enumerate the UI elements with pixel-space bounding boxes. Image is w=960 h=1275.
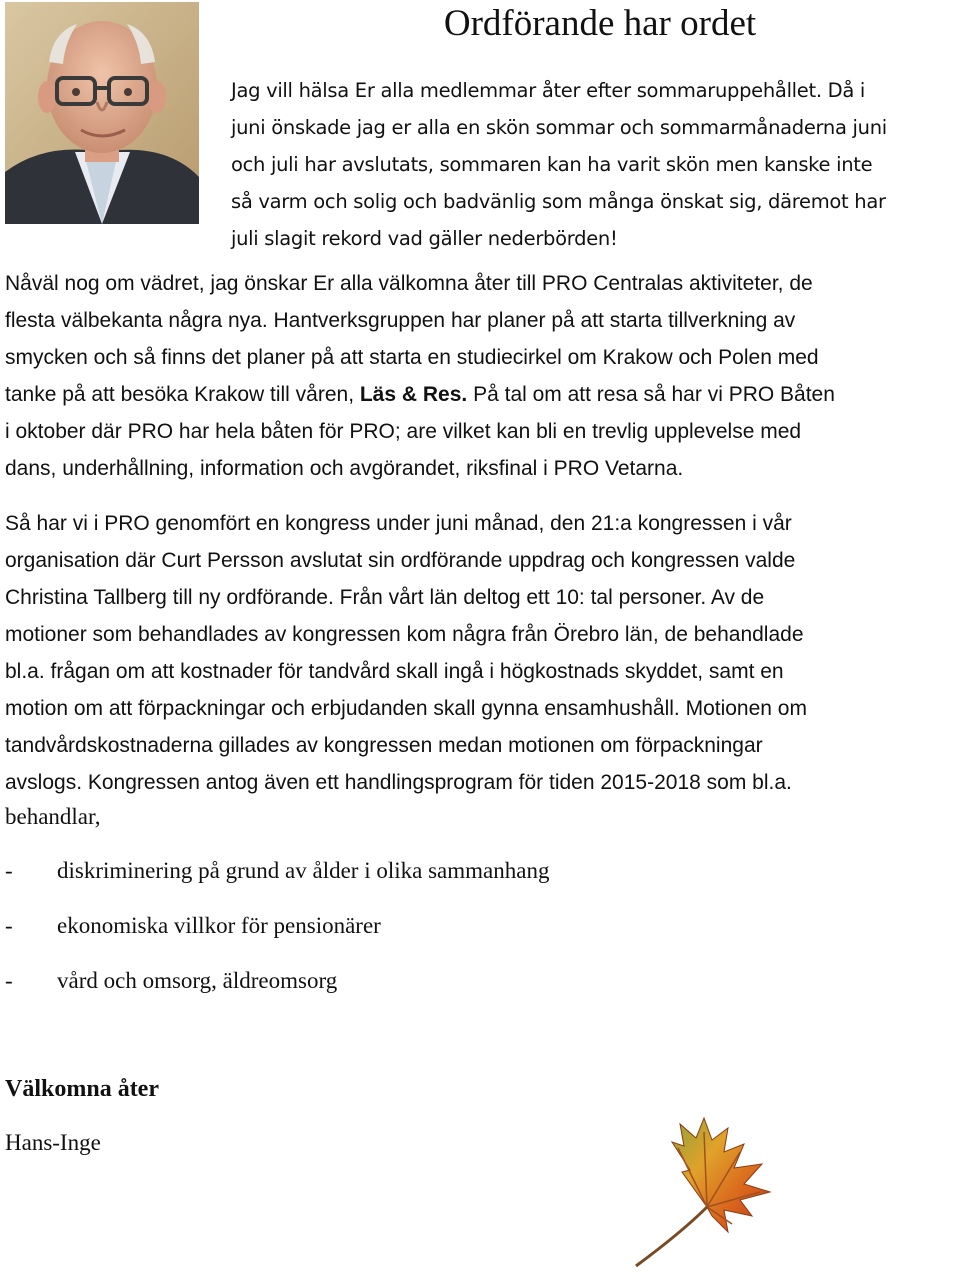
paragraph-line: dans, underhållning, information och avgörandet, riksfinal i PRO Vetarna.	[5, 457, 684, 480]
paragraph-line: tandvårdskostnaderna gillades av kongressen medan motionen om förpackningar	[5, 734, 763, 757]
line-text-before: tanke på att besöka Krakow till våren,	[5, 383, 360, 406]
paragraph-line: motioner som behandlades av kongressen kom några från Örebro län, de behandlade	[5, 623, 804, 646]
paragraph-last-line: behandlar,	[5, 804, 101, 829]
congress-paragraph	[5, 505, 950, 801]
intro-line: och juli har avslutats, sommaren kan ha varit skön men kanske inte	[231, 153, 873, 176]
paragraph-line: bl.a. frågan om att kostnader för tandvård skall ingå i högkostnads skyddet, samt en	[5, 660, 784, 683]
list-item-text: ekonomiska villkor för pensionärer	[57, 913, 381, 938]
signature: Hans-Inge	[5, 1130, 101, 1155]
paragraph-line	[5, 376, 950, 413]
bold-phrase: Läs & Res.	[359, 383, 468, 406]
intro-line: juli slagit rekord vad gäller nederbörden!	[231, 227, 618, 250]
paragraph-line: Nåväl nog om vädret, jag önskar Er alla välkomna åter till PRO Centralas aktiviteter, de	[5, 272, 813, 295]
line-text-after: På tal om att resa så har vi PRO Båten	[467, 383, 835, 406]
page-title: Ordförande har ordet	[443, 3, 757, 44]
list-item-text: vård och omsorg, äldreomsorg	[57, 968, 338, 993]
paragraph-line: Så har vi i PRO genomfört en kongress under juni månad, den 21:a kongressen i vår	[5, 512, 792, 535]
intro-line: juni önskade jag er alla en skön sommar och sommarmånaderna juni	[231, 116, 887, 139]
paragraph-line: flesta välbekanta några nya. Hantverksgruppen har planer på att starta tillverkning av	[5, 309, 796, 332]
intro-line: så varm och solig och badvänlig som många önskat sig, däremot har	[231, 190, 886, 213]
paragraph-line: smycken och så finns det planer på att starta en studiecirkel om Krakow och Polen med	[5, 346, 819, 369]
intro-paragraph	[231, 72, 955, 257]
paragraph-line: Christina Tallberg till ny ordförande. Från vårt län deltog ett 10: tal personer. Av de	[5, 586, 765, 609]
paragraph-line: avslogs. Kongressen antog även ett handlingsprogram för tiden 2015-2018 som bl.a.	[5, 771, 792, 794]
list-marker: -	[5, 913, 13, 938]
portrait-photo	[5, 2, 199, 224]
intro-line: Jag vill hälsa Er alla medlemmar åter efter sommaruppehållet. Då i	[231, 79, 866, 102]
list-item-text: diskriminering på grund av ålder i olika sammanhang	[57, 858, 550, 883]
activities-paragraph	[5, 265, 950, 487]
paragraph-line: i oktober där PRO har hela båten för PRO; are vilket kan bli en trevlig upplevelse med	[5, 420, 802, 443]
autumn-leaf-image	[612, 1112, 782, 1270]
closing-greeting: Välkomna åter	[5, 1076, 159, 1102]
paragraph-line: motion om att förpackningar och erbjudanden skall gynna ensamhushåll. Motionen om	[5, 697, 807, 720]
list-marker: -	[5, 858, 13, 883]
list-marker: -	[5, 968, 13, 993]
paragraph-line: organisation där Curt Persson avslutat sin ordförande uppdrag och kongressen valde	[5, 549, 796, 572]
